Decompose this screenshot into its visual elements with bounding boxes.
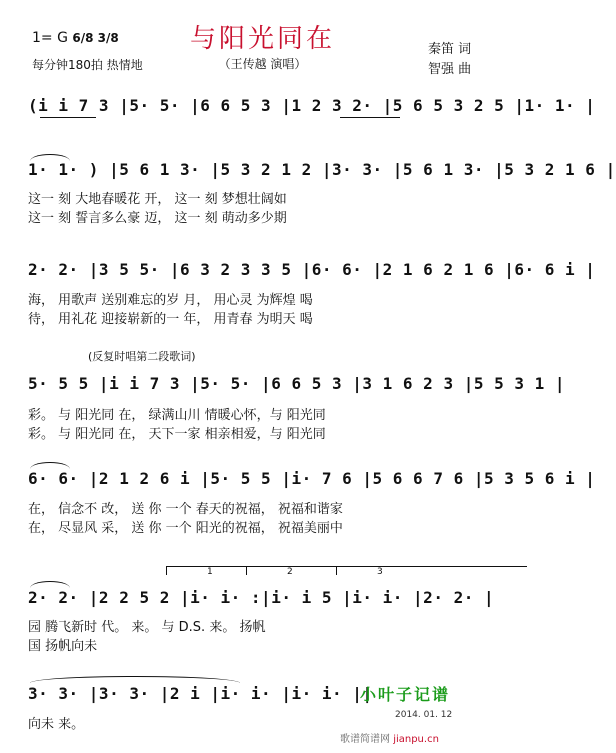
transcriber-watermark: 小叶子记谱 (360, 685, 451, 704)
score-row-3-notes: 2· 2· |3 5 5· |6 3 2 3 3 5 |6· 6· |2 1 6 2 1 6 |6· 6 i | (28, 260, 596, 279)
score-row-4-lyric-2: 彩。 与 阳光同 在， 天下一家 相亲相爱，与 阳光同 (28, 427, 326, 442)
song-title: 与阳光同在 (189, 24, 335, 54)
site-label: 歌谱简谱网 (340, 734, 390, 745)
volta-2: 2 (246, 566, 367, 575)
key-label: 1= G (32, 30, 73, 46)
tie (30, 581, 70, 588)
tempo-marking: 每分钟180拍 热情地 (32, 58, 143, 72)
score-row-6-lyric-2: 国 扬帆向未 (28, 639, 98, 654)
tie (30, 154, 70, 161)
score-row-2-lyric-2: 这一 刻 誓言多么豪 迈， 这一 刻 萌动多少期 (28, 211, 287, 226)
volta-1: 1 (166, 566, 287, 575)
tie (30, 676, 240, 683)
score-row-3-lyric-1: 海， 用歌声 送别难忘的岁 月， 用心灵 为辉煌 喝 (28, 293, 313, 308)
time-signature: 6/8 3/8 (72, 31, 119, 45)
score-row-5-notes: 6· 6· |2 1 2 6 i |5· 5 5 |i· 7 6 |5 6 6 7 6 |5 3 5 6 i | (28, 469, 596, 488)
key-signature (32, 30, 119, 46)
score-row-3-lyric-2: 待， 用礼花 迎接崭新的一 年， 用青春 为明天 喝 (28, 312, 313, 327)
volta-3: 3 (336, 566, 527, 575)
score-row-2-notes: 1· 1· ) |5 6 1 3· |5 3 2 1 2 |3· 3· |5 6 1 3· |5 3 2 1 6 | (28, 160, 616, 179)
repeat-annotation: (反复时唱第二段歌词) (88, 350, 196, 363)
score-row-2-lyric-1: 这一 刻 大地春暖花 开， 这一 刻 梦想壮阔如 (28, 192, 287, 207)
site-url: jianpu.cn (393, 734, 439, 745)
score-row-1-notes: (i i 7 3 |5· 5· |6 6 5 3 |1 2 3 2· |5 6 5 3 2 5 |1· 1· | (28, 96, 596, 115)
score-row-7-notes: 3· 3· |3· 3· |2 i |i· i· |i· i· || (28, 684, 373, 703)
score-row-6-notes: 2· 2· |2 2 5 2 |i· i· :|i· i 5 |i· i· |2· 2· | (28, 588, 495, 607)
composer-credit: 智强 曲 (428, 62, 472, 77)
lyricist-credit: 秦笛 词 (428, 42, 472, 57)
site-watermark (340, 730, 439, 745)
tie (30, 462, 70, 469)
beam (40, 117, 96, 118)
score-row-7-lyric-1: 向未 来。 (28, 717, 85, 732)
transcription-date: 2014. 01. 12 (395, 710, 453, 720)
score-row-6-lyric-1: 园 腾飞新时 代。 来。 与 D.S. 来。 扬帆 (28, 620, 266, 635)
score-row-4-lyric-1: 彩。 与 阳光同 在， 绿满山川 情暖心怀，与 阳光同 (28, 408, 326, 423)
beam (340, 117, 400, 118)
score-row-5-lyric-2: 在， 尽显风 采， 送 你 一个 阳光的祝福， 祝福美丽中 (28, 521, 343, 536)
score-row-4-notes: 5· 5 5 |i i 7 3 |5· 5· |6 6 5 3 |3 1 6 2 3 |5 5 3 1 | (28, 374, 566, 393)
singer-credit: （王传越 演唱） (218, 57, 307, 71)
score-row-5-lyric-1: 在， 信念不 改， 送 你 一个 春天的祝福， 祝福和谐家 (28, 502, 343, 517)
